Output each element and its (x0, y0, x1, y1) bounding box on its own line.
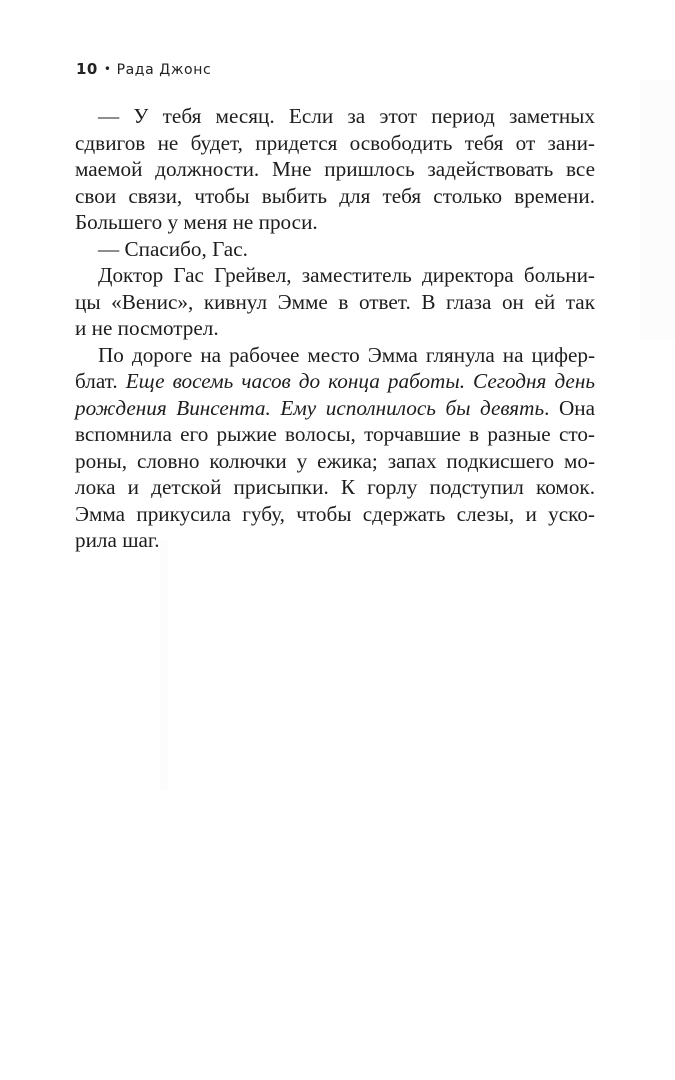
text-line (75, 395, 595, 422)
scan-artifact (640, 80, 675, 340)
text-line (75, 130, 595, 157)
italic-text: рождения Винсента. Ему исполнилось бы девять (75, 395, 545, 420)
text-line (75, 448, 595, 475)
text-span: маемой должности. Мне пришлось задействовать все (75, 157, 595, 181)
text-span: цы «Венис», кивнул Эмме в ответ. В глаза он ей так (75, 289, 595, 314)
text-span: роны, словно колючки у ежика; запах подкисшего мо- (75, 448, 595, 473)
bullet-separator: • (103, 62, 112, 76)
text-line (75, 156, 595, 183)
text-span: и не посмотрел. (75, 316, 219, 340)
italic-text: Еще восемь часов до конца работы. Сегодня день (125, 369, 595, 393)
text-span: По дороге на рабочее место Эмма глянула на цифер- (98, 342, 595, 367)
text-span: рила шаг. (75, 528, 160, 552)
text-line (75, 527, 595, 554)
text-span: сдвигов не будет, придется освободить тебя от зани- (75, 130, 595, 155)
text-line (75, 342, 595, 369)
text-span: лока и детской присыпки. К горлу подступил комок. (75, 475, 595, 499)
text-span: Доктор Гас Грейвел, заместитель директора больни- (98, 263, 595, 287)
text-span: вспомнила его рыжие волосы, торчавшие в разные сто- (75, 422, 595, 446)
author-name: Рада Джонс (116, 62, 212, 78)
text-line (75, 474, 595, 501)
text-span: — У тебя месяц. Если за этот период заметных (98, 104, 595, 128)
text-line (75, 209, 595, 236)
running-head (76, 60, 211, 78)
text-line (75, 501, 595, 528)
text-line (75, 289, 595, 316)
page-number: 10 (76, 60, 98, 78)
text-line (75, 262, 595, 289)
text-line (75, 103, 595, 130)
body-text (75, 103, 595, 554)
text-line (75, 368, 595, 395)
text-line (75, 421, 595, 448)
text-line (75, 236, 595, 263)
scan-artifact (160, 540, 168, 790)
text-span: . Она (544, 395, 596, 420)
text-span: блат. (75, 369, 126, 393)
text-span: свои связи, чтобы выбить для тебя столько времени. (75, 183, 595, 208)
text-span: Эмма прикусила губу, чтобы сдержать слезы, и уско- (75, 501, 595, 526)
text-line (75, 315, 595, 342)
text-span: — Спасибо, Гас. (98, 236, 248, 261)
text-span: Большего у меня не проси. (75, 210, 318, 234)
text-line (75, 183, 595, 210)
